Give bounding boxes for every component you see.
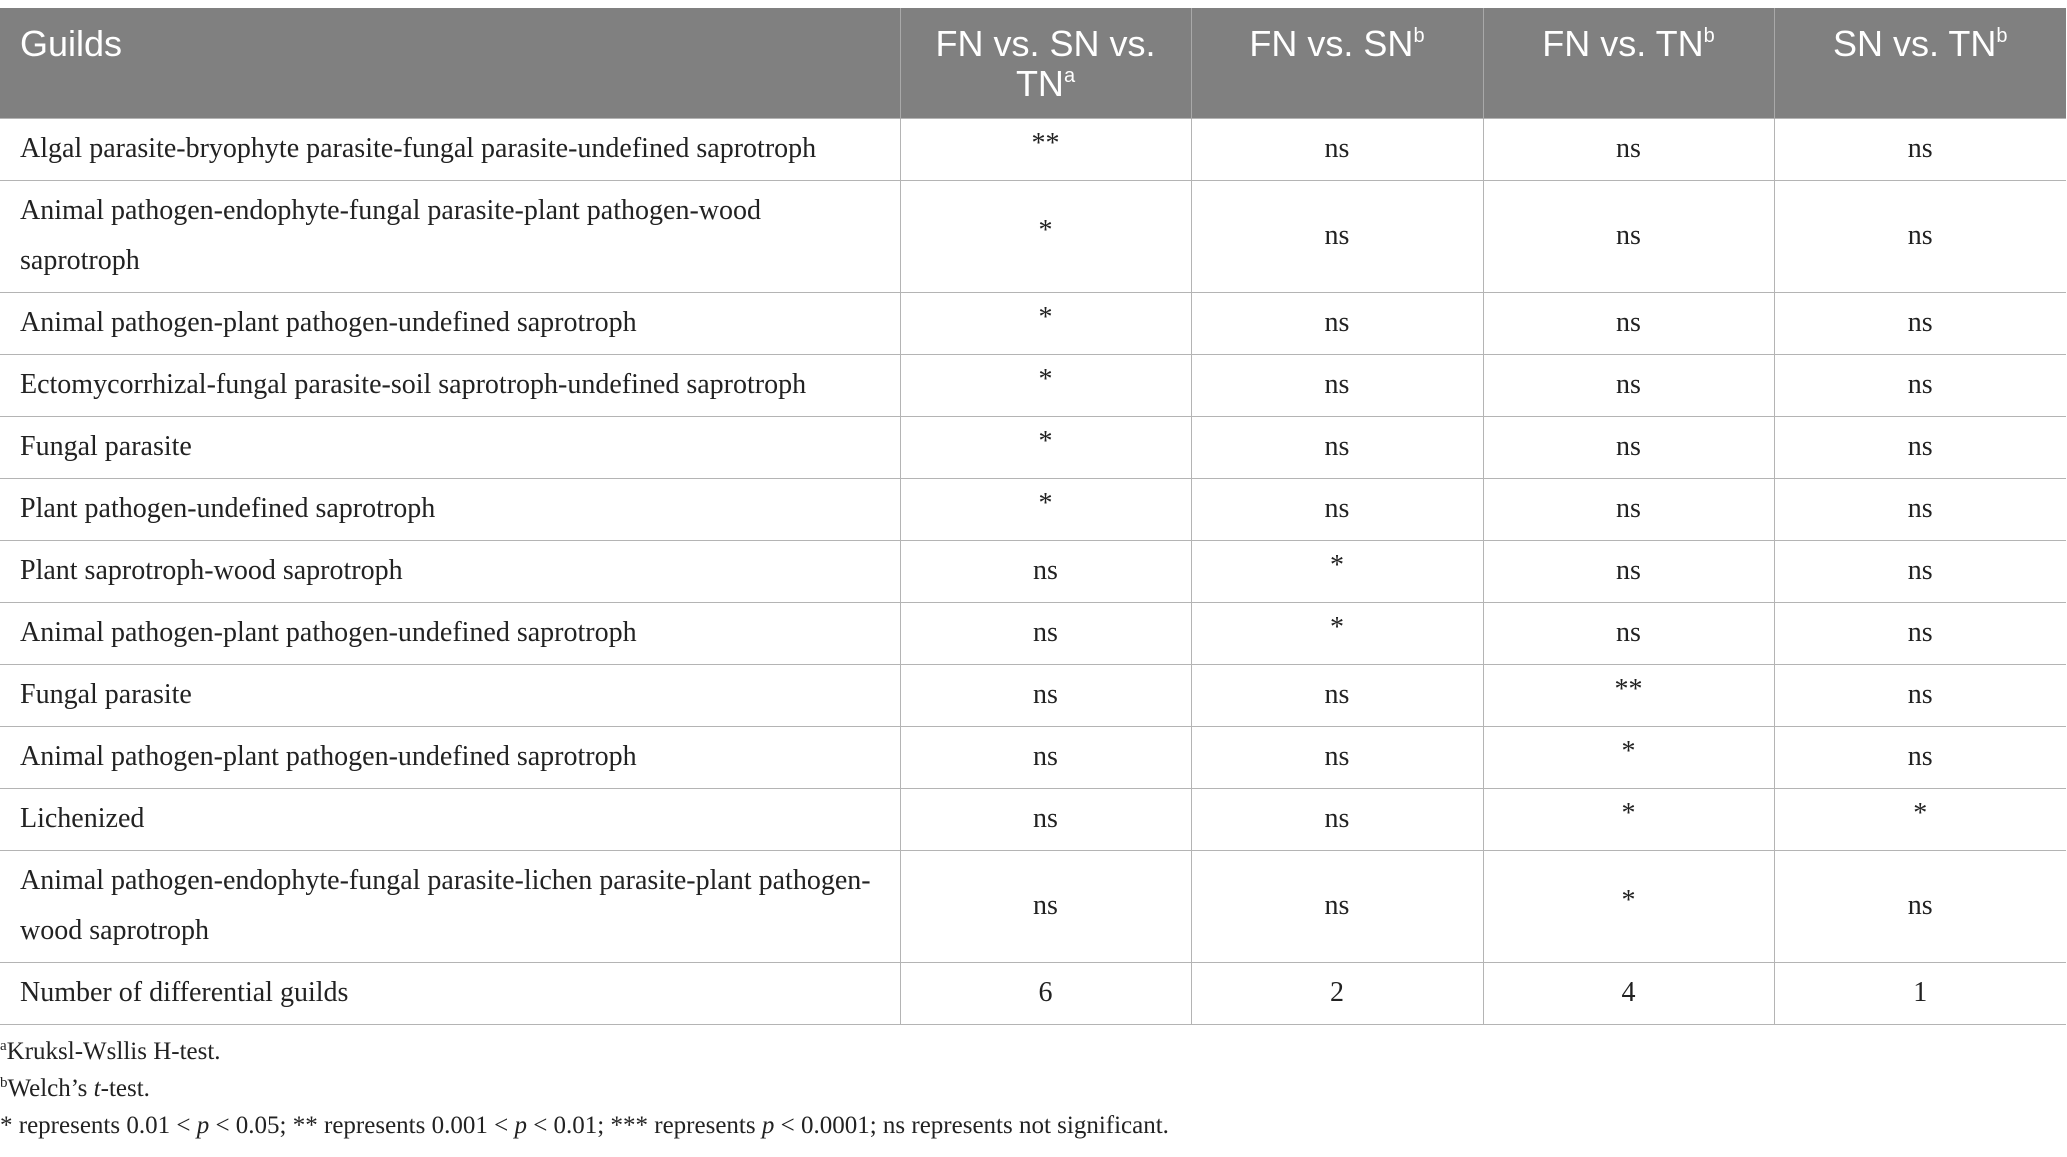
sn-tn-value: ns bbox=[1774, 118, 2066, 180]
guild-name: Animal pathogen-plant pathogen-undefined saprotroph bbox=[0, 292, 900, 354]
sn-tn-value: ns bbox=[1774, 354, 2066, 416]
fn-tn-value: ns bbox=[1483, 416, 1774, 478]
fn-tn-value: ** bbox=[1483, 664, 1774, 726]
fn-sn-value: * bbox=[1191, 540, 1483, 602]
guild-name: Algal parasite-bryophyte parasite-fungal parasite-undefined saprotroph bbox=[0, 118, 900, 180]
fn-tn-value: ns bbox=[1483, 292, 1774, 354]
table-row bbox=[0, 292, 2066, 354]
table-row bbox=[0, 354, 2066, 416]
guild-name: Animal pathogen-endophyte-fungal parasite-lichen parasite-plant pathogen-wood saprotroph bbox=[0, 850, 900, 962]
guild-name: Fungal parasite bbox=[0, 664, 900, 726]
table-row bbox=[0, 540, 2066, 602]
fn-sn-tn-value: ns bbox=[900, 602, 1191, 664]
fn-sn-count: 2 bbox=[1191, 962, 1483, 1024]
fn-sn-value: ns bbox=[1191, 416, 1483, 478]
fn-sn-tn-value: * bbox=[900, 478, 1191, 540]
fn-sn-tn-value: ns bbox=[900, 664, 1191, 726]
fn-sn-value: ns bbox=[1191, 788, 1483, 850]
table-row bbox=[0, 180, 2066, 292]
table-footnotes bbox=[0, 1033, 1169, 1144]
footnote-a: $^a$Kruksl-Wsllis H-test. bbox=[0, 1038, 221, 1065]
fn-sn-tn-value: ns bbox=[900, 540, 1191, 602]
footnote-significance: * represents 0.01 < p < 0.05; ** represents 0.001 < p < 0.01; *** represents p < 0.0001; ns represents not significant. bbox=[0, 1112, 1169, 1139]
table-row bbox=[0, 726, 2066, 788]
fn-sn-tn-count: 6 bbox=[900, 962, 1191, 1024]
sn-tn-value: ns bbox=[1774, 664, 2066, 726]
fn-sn-value: ns bbox=[1191, 850, 1483, 962]
header-row bbox=[0, 8, 2066, 118]
guilds-table bbox=[0, 8, 2066, 1025]
table-row bbox=[0, 416, 2066, 478]
fn-sn-value: ns bbox=[1191, 354, 1483, 416]
table-row bbox=[0, 788, 2066, 850]
table-body bbox=[0, 118, 2066, 1024]
fn-sn-tn-value: ** bbox=[900, 118, 1191, 180]
fn-tn-value: ns bbox=[1483, 478, 1774, 540]
fn-sn-value: ns bbox=[1191, 664, 1483, 726]
table-row bbox=[0, 602, 2066, 664]
guild-name: Plant saprotroph-wood saprotroph bbox=[0, 540, 900, 602]
fn-tn-value: ns bbox=[1483, 118, 1774, 180]
header-fn-tn: FN vs. $TN^b$ bbox=[1483, 8, 1774, 118]
table-row bbox=[0, 478, 2066, 540]
sn-tn-value: ns bbox=[1774, 850, 2066, 962]
summary-row bbox=[0, 962, 2066, 1024]
fn-sn-value: ns bbox=[1191, 180, 1483, 292]
guild-name: Plant pathogen-undefined saprotroph bbox=[0, 478, 900, 540]
fn-tn-value: ns bbox=[1483, 354, 1774, 416]
guild-name: Ectomycorrhizal-fungal parasite-soil saprotroph-undefined saprotroph bbox=[0, 354, 900, 416]
fn-sn-tn-value: * bbox=[900, 292, 1191, 354]
fn-sn-value: ns bbox=[1191, 118, 1483, 180]
table-row bbox=[0, 118, 2066, 180]
table-row bbox=[0, 850, 2066, 962]
sn-tn-value: * bbox=[1774, 788, 2066, 850]
header-guilds: Guilds bbox=[0, 8, 900, 118]
fn-tn-value: ns bbox=[1483, 540, 1774, 602]
fn-sn-tn-value: ns bbox=[900, 850, 1191, 962]
sn-tn-value: ns bbox=[1774, 726, 2066, 788]
guild-name: Animal pathogen-plant pathogen-undefined saprotroph bbox=[0, 602, 900, 664]
table-header bbox=[0, 8, 2066, 118]
fn-tn-value: * bbox=[1483, 726, 1774, 788]
fn-tn-value: * bbox=[1483, 850, 1774, 962]
fn-tn-value: * bbox=[1483, 788, 1774, 850]
summary-label: Number of differential guilds bbox=[0, 962, 900, 1024]
sn-tn-value: ns bbox=[1774, 478, 2066, 540]
fn-sn-value: ns bbox=[1191, 726, 1483, 788]
sn-tn-count: 1 bbox=[1774, 962, 2066, 1024]
fn-sn-tn-value: ns bbox=[900, 726, 1191, 788]
fn-sn-tn-value: ns bbox=[900, 788, 1191, 850]
guild-name: Animal pathogen-endophyte-fungal parasite-plant pathogen-wood saprotroph bbox=[0, 180, 900, 292]
footnote-b: $^b$Welch’s t-test. bbox=[0, 1075, 150, 1102]
header-fn-sn-tn: FN vs. SN vs. $TN^a$ bbox=[900, 8, 1191, 118]
fn-sn-value: ns bbox=[1191, 292, 1483, 354]
fn-sn-value: * bbox=[1191, 602, 1483, 664]
sn-tn-value: ns bbox=[1774, 602, 2066, 664]
sn-tn-value: ns bbox=[1774, 416, 2066, 478]
fn-tn-value: ns bbox=[1483, 180, 1774, 292]
sn-tn-value: ns bbox=[1774, 540, 2066, 602]
table-row bbox=[0, 664, 2066, 726]
guild-name: Animal pathogen-plant pathogen-undefined saprotroph bbox=[0, 726, 900, 788]
fn-tn-value: ns bbox=[1483, 602, 1774, 664]
sn-tn-value: ns bbox=[1774, 292, 2066, 354]
header-sn-tn: SN vs. $TN^b$ bbox=[1774, 8, 2066, 118]
fn-tn-count: 4 bbox=[1483, 962, 1774, 1024]
sn-tn-value: ns bbox=[1774, 180, 2066, 292]
guild-name: Lichenized bbox=[0, 788, 900, 850]
header-fn-sn: FN vs. $SN^b$ bbox=[1191, 8, 1483, 118]
guild-name: Fungal parasite bbox=[0, 416, 900, 478]
fn-sn-value: ns bbox=[1191, 478, 1483, 540]
fn-sn-tn-value: * bbox=[900, 180, 1191, 292]
fn-sn-tn-value: * bbox=[900, 416, 1191, 478]
fn-sn-tn-value: * bbox=[900, 354, 1191, 416]
guilds-table-container bbox=[0, 8, 2066, 1025]
